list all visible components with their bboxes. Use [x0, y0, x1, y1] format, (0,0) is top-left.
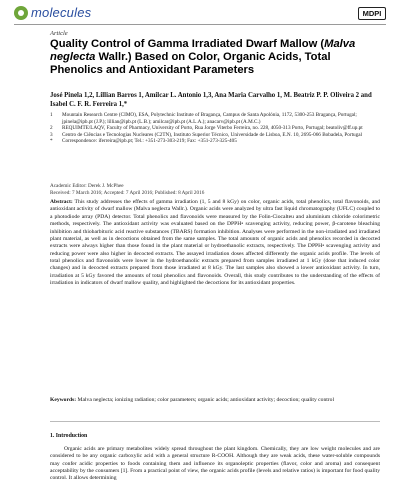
article-title: Quality Control of Gamma Irradiated Dwarf Mallow (Malva neglecta Wallr.) Based on Color, Organic Acids, Total Phenolics and Antioxidant Parameters	[50, 38, 356, 76]
academic-editor: Academic Editor: Derek J. McPhee	[50, 183, 124, 189]
keywords-label: Keywords:	[50, 397, 77, 403]
affiliation-number: 1	[50, 112, 53, 118]
affiliation-number: 2	[50, 125, 53, 132]
correspondence	[50, 138, 380, 145]
section-heading: 1. Introduction	[50, 433, 88, 439]
affiliations	[50, 112, 380, 145]
keywords	[50, 397, 380, 404]
journal-circle-icon	[14, 6, 28, 20]
affiliation-number: 3	[50, 131, 53, 138]
affiliation-1	[50, 112, 380, 125]
affiliation-text: REQUIMTE/LAQV, Faculty of Pharmacy, University of Porto, Rua Jorge Viterbo Ferreira, no. 228, 4050-313 Porto, Portugal; beatoliv@ff.up.pt	[62, 125, 363, 132]
section-divider	[50, 421, 380, 422]
author-list: José Pinela 1,2, Lillian Barros 1, Amilcar L. Antonio 1,3, Ana Maria Carvalho 1, M. Beatriz P. P. Oliveira 2 and Isabel C. F. R. Ferreira 1,*	[50, 92, 372, 108]
affiliation-number: *	[50, 138, 53, 145]
journal-name: molecules	[31, 5, 92, 20]
affiliation-text: Centro de Ciências e Tecnologias Nucleares (C2TN), Instituto Superior Técnico, Universidade de Lisboa, E.N. 10, 2695-066 Bobadela, Portugal	[62, 131, 362, 138]
header-divider	[14, 24, 386, 25]
affiliation-2	[50, 125, 380, 132]
introduction-paragraph: Organic acids are primary metabolites widely spread throughout the plant kingdom. Chemically, they are low weight molecules and are considered to be any organic carboxylic acid with a general structure R-COOH. Although they are weak acids, these water-soluble compounds may confer acidic properties to foods containing them and influence its organoleptic properties (flavor, color and aroma) and consequent acceptability by the consumers [1]. From a practical point of view, the organic acids profile (levels and relative ratios) is important for food quality control. It allows determining	[50, 446, 380, 482]
article-type: Article	[50, 30, 68, 37]
abstract-text: This study addresses the effects of gamma irradiation (1, 5 and 8 kGy) on color, organic acids, total phenolics, total flavonoids, and antioxidant activity of dwarf mallow (Malva neglecta Wallr.). Organic acids were analyzed by ultra fast liquid chromatography (UFLC) coupled to a photodiode array (PDA) detector. Total phenolics and flavonoids were measured by the Folin-Ciocalteu and aluminium chloride colorimetric methods, respectively. The antioxidant activity was evaluated based on the DPPH• scavenging activity, reducing power, β-carotene bleaching inhibition and thiobarbituric acid reactive substances (TBARS) formation inhibition. Analyses were performed in the non-irradiated and irradiated plant material, as well as in decoctions obtained from the same samples. The total amounts of organic acids and phenolics recorded in decocted extracts were always higher than those found in the plant material or hydroethanolic extracts, respectively. The DPPH• scavenging activity and reducing power were also higher in decocted extracts. The assayed irradiation doses affected differently the organic acids profile. The levels of total phenolics and flavonoids were lower in the hydroethanolic extracts prepared from samples irradiated at 1 kGy (dose that induced color changes) and in decocted extracts prepared from those irradiated at 8 kGy. The last samples also showed a lower antioxidant activity. In turn, irradiation at 5 kGy favored the amounts of total phenolics and flavonoids. Overall, this study contributes to the understanding of the effects of irradiation in indicators of dwarf mallow quality, and highlighted the decoctions for its antioxidant properties.	[50, 199, 380, 287]
affiliation-text: Correspondence: iferreira@ipb.pt; Tel.: +351-273-303-219; Fax: +351-273-325-405	[62, 138, 237, 145]
abstract	[50, 199, 380, 288]
journal-header	[0, 0, 400, 24]
abstract-label: Abstract:	[50, 199, 73, 205]
article-dates: Received: 7 March 2016; Accepted: 7 April 2016; Published: 8 April 2016	[50, 189, 205, 196]
article-meta	[50, 183, 380, 196]
publisher-logo: MDPI	[358, 7, 386, 20]
keywords-text: Malva neglecta; ionizing radiation; color parameters; organic acids; antioxidant activity; decoction; quality control	[77, 397, 335, 403]
affiliation-text: Mountain Research Centre (CIMO), ESA, Polytechnic Institute of Bragança, Campus de Santa Apolónia, 1172, 5300-253 Bragança, Portugal; jpinela@ipb.pt (J.P.); lillian@ipb.pt (L.B.); amilcar@ipb.pt (A.L.A.); anacarv@ipb.pt (A.M.C.)	[62, 112, 357, 125]
